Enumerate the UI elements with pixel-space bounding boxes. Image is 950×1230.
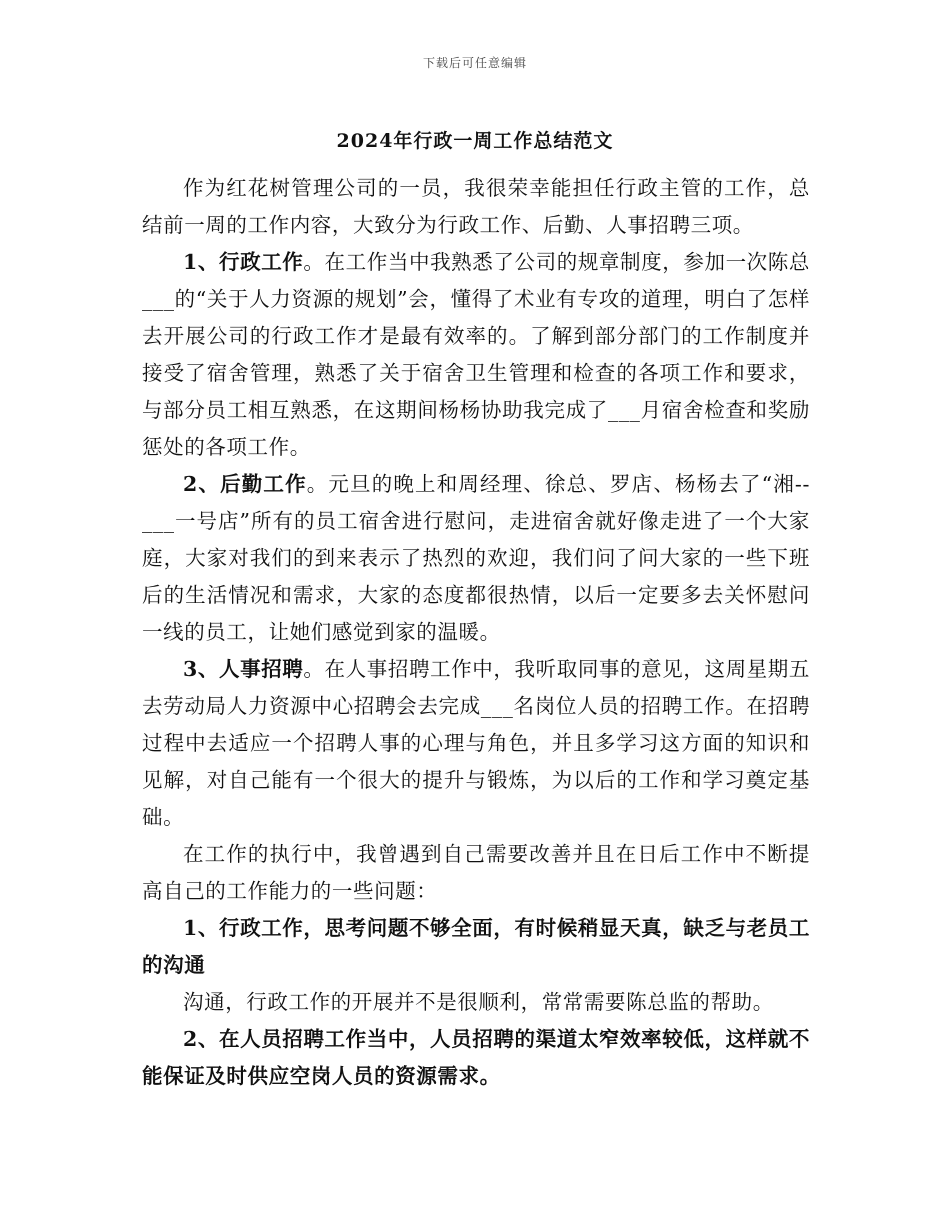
document-title: 2024年行政一周工作总结范文	[336, 130, 614, 152]
paragraph-text: 。元旦的晚上和周经理、徐总、罗店、杨杨去了“湘--___一号店”所有的员工宿舍进行慰问，走进宿舍就好像走进了一个大家庭，大家对我们的到来表示了热烈的欢迎，我们问了问大家的一些下班后的生活情况和需求，大家的态度都很热情，以后一定要多去关怀慰问一线的员工，让她们感觉到家的温暖。	[142, 472, 810, 644]
problems-intro-paragraph	[142, 836, 810, 910]
paragraph-lead: 1、行政工作	[183, 250, 304, 274]
logistics-paragraph	[142, 466, 810, 651]
paragraph-lead: 2、后勤工作	[183, 472, 307, 496]
paragraph-text: 作为红花树管理公司的一员，我很荣幸能担任行政主管的工作，总结前一周的工作内容，大致分为行政工作、后勤、人事招聘三项。	[142, 176, 810, 237]
issue-text-1: 沟通，行政工作的开展并不是很顺利，常常需要陈总监的帮助。	[183, 990, 774, 1014]
paragraph-lead: 3、人事招聘	[183, 657, 304, 681]
issue-heading-2: 2、在人员招聘工作当中，人员招聘的渠道太窄效率较低，这样就不能保证及时供应空岗人员的资源需求。	[142, 1027, 810, 1088]
document-body	[142, 170, 810, 1095]
admin-work-paragraph	[142, 244, 810, 466]
header-note: 下载后可任意编辑	[422, 56, 527, 70]
issue-heading-1: 1、行政工作，思考问题不够全面，有时候稍显天真，缺乏与老员工的沟通	[142, 916, 810, 977]
paragraph-text: 在工作的执行中，我曾遇到自己需要改善并且在日后工作中不断提高自己的工作能力的一些问题：	[142, 842, 810, 903]
recruitment-paragraph	[142, 651, 810, 836]
paragraph-text: 。在工作当中我熟悉了公司的规章制度，参加一次陈总___的“关于人力资源的规划”会，懂得了术业有专攻的道理，明白了怎样去开展公司的行政工作才是最有效率的。了解到部分部门的工作制度并接受了宿舍管理，熟悉了关于宿舍卫生管理和检查的各项工作和要求，与部分员工相互熟悉，在这期间杨杨协助我完成了___月宿舍检查和奖励惩处的各项工作。	[142, 250, 810, 459]
intro-paragraph	[142, 170, 810, 244]
paragraph-text: 。在人事招聘工作中，我听取同事的意见，这周星期五去劳动局人力资源中心招聘会去完成___名岗位人员的招聘工作。在招聘过程中去适应一个招聘人事的心理与角色，并且多学习这方面的知识和见解，对自己能有一个很大的提升与锻炼，为以后的工作和学习奠定基础。	[142, 657, 810, 829]
